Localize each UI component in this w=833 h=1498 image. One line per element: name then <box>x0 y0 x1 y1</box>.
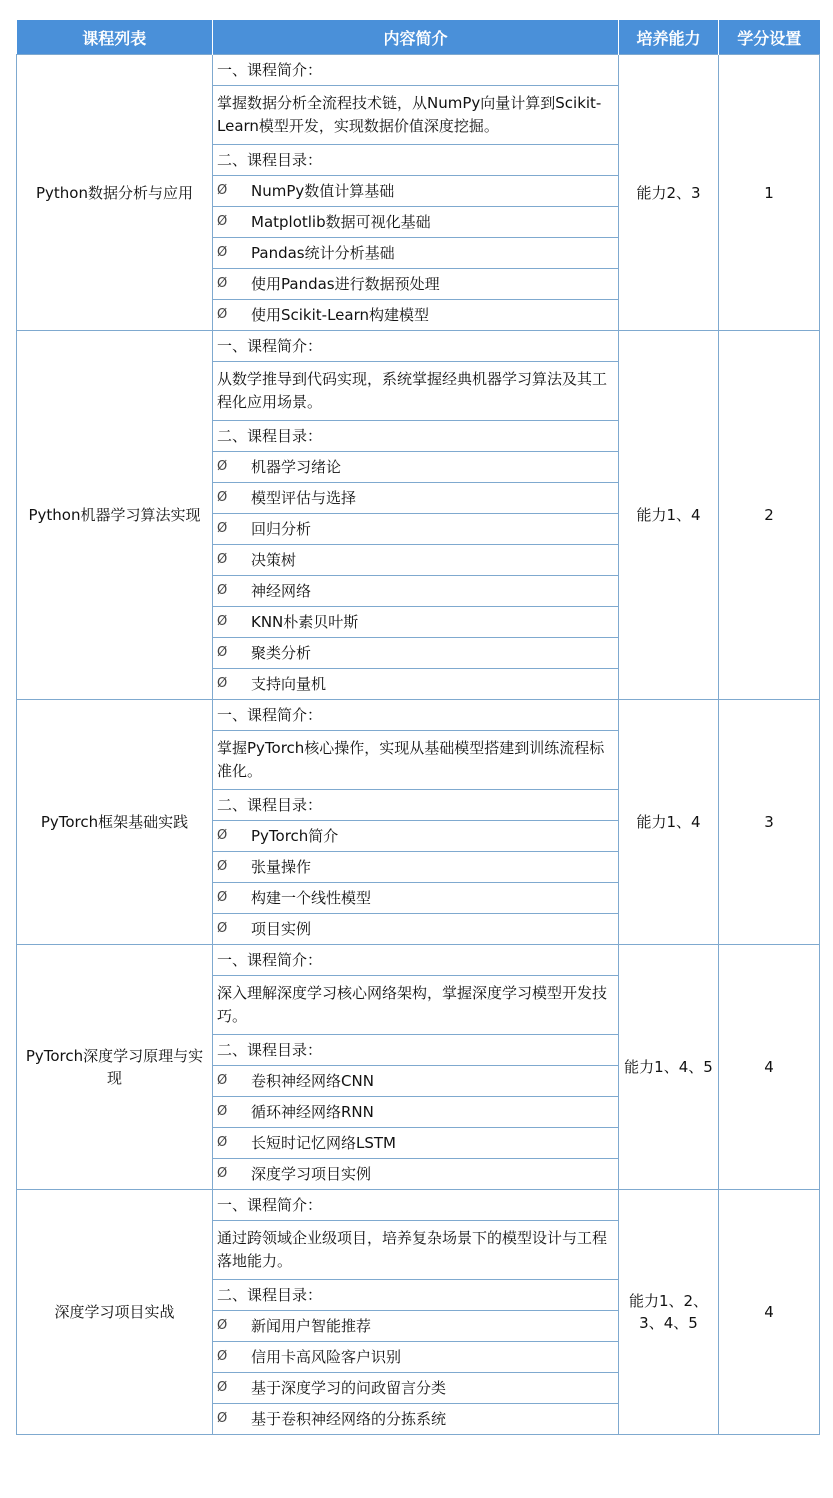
table-header-row <box>17 20 820 55</box>
course-content <box>213 945 619 1190</box>
toc-item <box>213 883 618 914</box>
course-credit: 2 <box>719 331 820 700</box>
bullet-icon: Ø <box>217 552 228 567</box>
course-content <box>213 700 619 945</box>
bullet-icon: Ø <box>217 645 228 660</box>
header-content: 内容简介 <box>213 20 619 55</box>
toc-item <box>213 1373 618 1404</box>
toc-item <box>213 638 618 669</box>
toc-item <box>213 269 618 300</box>
toc-item-label: 支持向量机 <box>251 675 327 693</box>
toc-item <box>213 821 618 852</box>
bullet-icon: Ø <box>217 614 228 629</box>
toc-item <box>213 576 618 607</box>
bullet-icon: Ø <box>217 183 228 198</box>
bullet-icon: Ø <box>217 1073 228 1088</box>
course-credit: 3 <box>719 700 820 945</box>
toc-item <box>213 1342 618 1373</box>
toc-item-label: KNN朴素贝叶斯 <box>251 613 359 631</box>
bullet-icon: Ø <box>217 490 228 505</box>
course-name: PyTorch深度学习原理与实现 <box>17 945 213 1190</box>
header-ability: 培养能力 <box>619 20 719 55</box>
toc-item <box>213 1159 618 1189</box>
toc-item-label: 模型评估与选择 <box>251 489 357 507</box>
toc-item-label: 构建一个线性模型 <box>251 889 372 907</box>
intro-label: 一、课程简介： <box>213 1190 618 1221</box>
intro-label: 一、课程简介： <box>213 945 618 976</box>
course-name: Python机器学习算法实现 <box>17 331 213 700</box>
bullet-icon: Ø <box>217 921 228 936</box>
toc-item <box>213 914 618 944</box>
course-ability: 能力1、2、3、4、5 <box>619 1190 719 1435</box>
table-body <box>17 55 820 1435</box>
toc-item <box>213 1404 618 1434</box>
toc-item-label: 循环神经网络RNN <box>251 1103 374 1121</box>
toc-item <box>213 545 618 576</box>
course-credit: 1 <box>719 55 820 331</box>
toc-item-label: 神经网络 <box>251 582 312 600</box>
toc-item-label: 基于深度学习的问政留言分类 <box>251 1379 447 1397</box>
toc-item <box>213 514 618 545</box>
toc-label: 二、课程目录： <box>213 1280 618 1311</box>
course-description: 掌握数据分析全流程技术链，从NumPy向量计算到Scikit-Learn模型开发，实现数据价值深度挖掘。 <box>213 86 618 145</box>
toc-item <box>213 483 618 514</box>
course-ability: 能力1、4 <box>619 700 719 945</box>
table-row <box>17 700 820 945</box>
table-row <box>17 945 820 1190</box>
course-name: PyTorch框架基础实践 <box>17 700 213 945</box>
course-ability: 能力1、4、5 <box>619 945 719 1190</box>
course-description: 通过跨领域企业级项目，培养复杂场景下的模型设计与工程落地能力。 <box>213 1221 618 1280</box>
bullet-icon: Ø <box>217 1166 228 1181</box>
table-row <box>17 55 820 331</box>
toc-item <box>213 852 618 883</box>
toc-item-label: NumPy数值计算基础 <box>251 182 395 200</box>
course-credit: 4 <box>719 1190 820 1435</box>
toc-item-label: 使用Pandas进行数据预处理 <box>251 275 440 293</box>
bullet-icon: Ø <box>217 521 228 536</box>
toc-item-label: Pandas统计分析基础 <box>251 244 395 262</box>
toc-item <box>213 1097 618 1128</box>
toc-item-label: 聚类分析 <box>251 644 312 662</box>
toc-label: 二、课程目录： <box>213 145 618 176</box>
toc-item-label: 回归分析 <box>251 520 312 538</box>
table-row <box>17 331 820 700</box>
bullet-icon: Ø <box>217 1135 228 1150</box>
bullet-icon: Ø <box>217 276 228 291</box>
toc-item <box>213 1311 618 1342</box>
course-name: 深度学习项目实战 <box>17 1190 213 1435</box>
toc-item <box>213 607 618 638</box>
bullet-icon: Ø <box>217 1104 228 1119</box>
intro-label: 一、课程简介： <box>213 55 618 86</box>
bullet-icon: Ø <box>217 1318 228 1333</box>
toc-item-label: 项目实例 <box>251 920 312 938</box>
course-name: Python数据分析与应用 <box>17 55 213 331</box>
toc-item <box>213 238 618 269</box>
toc-item <box>213 300 618 330</box>
toc-item-label: 张量操作 <box>251 858 312 876</box>
toc-item <box>213 669 618 699</box>
toc-item-label: 深度学习项目实例 <box>251 1165 372 1183</box>
intro-label: 一、课程简介： <box>213 700 618 731</box>
course-content <box>213 1190 619 1435</box>
toc-item <box>213 207 618 238</box>
course-description: 掌握PyTorch核心操作，实现从基础模型搭建到训练流程标准化。 <box>213 731 618 790</box>
bullet-icon: Ø <box>217 214 228 229</box>
toc-item <box>213 176 618 207</box>
toc-label: 二、课程目录： <box>213 421 618 452</box>
bullet-icon: Ø <box>217 459 228 474</box>
course-ability: 能力2、3 <box>619 55 719 331</box>
toc-item-label: 基于卷积神经网络的分拣系统 <box>251 1410 447 1428</box>
course-content <box>213 55 619 331</box>
course-credit: 4 <box>719 945 820 1190</box>
course-description: 深入理解深度学习核心网络架构，掌握深度学习模型开发技巧。 <box>213 976 618 1035</box>
bullet-icon: Ø <box>217 1380 228 1395</box>
toc-item <box>213 452 618 483</box>
toc-label: 二、课程目录： <box>213 1035 618 1066</box>
toc-item-label: 信用卡高风险客户识别 <box>251 1348 402 1366</box>
toc-item-label: 长短时记忆网络LSTM <box>251 1134 396 1152</box>
toc-item-label: 使用Scikit-Learn构建模型 <box>251 306 430 324</box>
course-content <box>213 331 619 700</box>
course-description: 从数学推导到代码实现，系统掌握经典机器学习算法及其工程化应用场景。 <box>213 362 618 421</box>
toc-item-label: Matplotlib数据可视化基础 <box>251 213 431 231</box>
bullet-icon: Ø <box>217 583 228 598</box>
bullet-icon: Ø <box>217 245 228 260</box>
course-ability: 能力1、4 <box>619 331 719 700</box>
bullet-icon: Ø <box>217 890 228 905</box>
toc-item-label: 决策树 <box>251 551 297 569</box>
bullet-icon: Ø <box>217 307 228 322</box>
toc-item-label: 卷积神经网络CNN <box>251 1072 374 1090</box>
toc-item <box>213 1066 618 1097</box>
bullet-icon: Ø <box>217 676 228 691</box>
toc-item <box>213 1128 618 1159</box>
toc-item-label: PyTorch简介 <box>251 827 339 845</box>
toc-item-label: 机器学习绪论 <box>251 458 342 476</box>
bullet-icon: Ø <box>217 859 228 874</box>
bullet-icon: Ø <box>217 1411 228 1426</box>
bullet-icon: Ø <box>217 828 228 843</box>
header-course: 课程列表 <box>17 20 213 55</box>
intro-label: 一、课程简介： <box>213 331 618 362</box>
header-credit: 学分设置 <box>719 20 820 55</box>
course-table-container <box>16 20 819 1435</box>
table-row <box>17 1190 820 1435</box>
bullet-icon: Ø <box>217 1349 228 1364</box>
course-table <box>16 20 820 1435</box>
toc-label: 二、课程目录： <box>213 790 618 821</box>
toc-item-label: 新闻用户智能推荐 <box>251 1317 372 1335</box>
